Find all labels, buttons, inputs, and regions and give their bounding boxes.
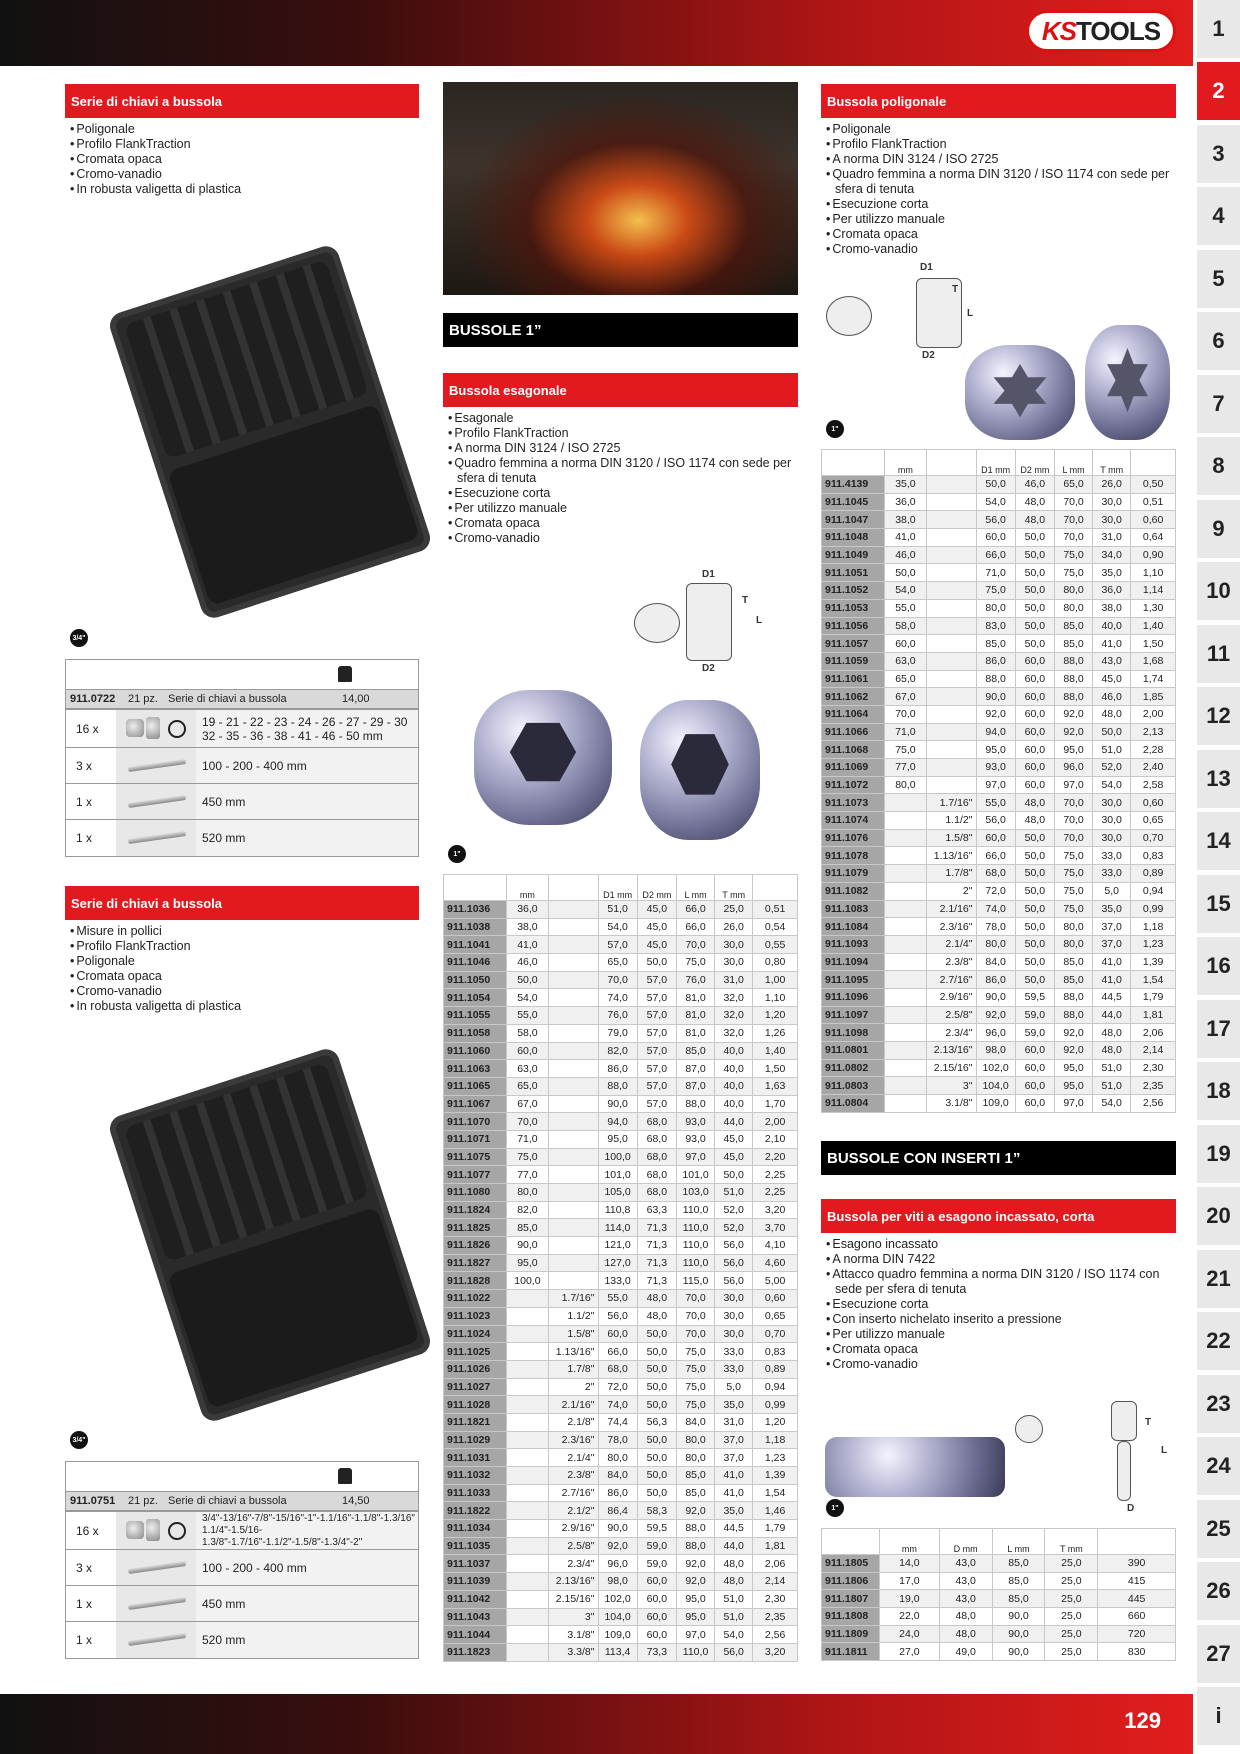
table-row: 911.1050 50,0 70,0 57,0 76,0 31,0 1,00 (444, 971, 798, 989)
table-row: 911.1055 55,0 76,0 57,0 81,0 32,0 1,20 (444, 1007, 798, 1025)
feature-item: • Poligonale (826, 122, 1176, 137)
table-row: 911.1809 24,0 48,0 90,0 25,0 720 (822, 1625, 1176, 1643)
chapter-tab-1[interactable]: 1 (1197, 0, 1240, 60)
feature-item: • Poligonale (70, 954, 420, 969)
table-row: 911.1079 1.7/8" 68,0 50,0 75,0 33,0 0,89 (822, 865, 1176, 883)
drive-size-badge: 1" (826, 1499, 844, 1517)
set1-table (65, 659, 419, 857)
column-header (926, 450, 976, 476)
chapter-tab-4[interactable]: 4 (1197, 187, 1240, 247)
table-row: 911.1077 77,0 101,0 68,0 101,0 50,0 2,25 (444, 1166, 798, 1184)
set1-features (70, 122, 420, 197)
table-row: 911.1032 2.3/8" 84,0 50,0 85,0 41,0 1,39 (444, 1467, 798, 1485)
table-row: 911.1052 54,0 75,0 50,0 80,0 36,0 1,14 (822, 582, 1176, 600)
set1-weight: 14,00 (342, 693, 370, 705)
set2-row: 1 x 450 mm (66, 1586, 418, 1622)
table-row: 911.1096 2.9/16" 90,0 59,5 88,0 44,5 1,79 (822, 988, 1176, 1006)
section-title-bussole: BUSSOLE 1” (443, 313, 798, 347)
table-row: 911.1049 46,0 66,0 50,0 75,0 34,0 0,90 (822, 546, 1176, 564)
chapter-tab-14[interactable]: 14 (1197, 812, 1240, 872)
table-row: 911.1036 36,0 51,0 45,0 66,0 25,0 0,51 (444, 901, 798, 919)
table-row: 911.1045 36,0 54,0 48,0 70,0 30,0 0,51 (822, 493, 1176, 511)
top-banner (0, 0, 1193, 66)
table-row: 911.1076 1.5/8" 60,0 50,0 70,0 30,0 0,70 (822, 829, 1176, 847)
table-row: 911.1035 2.5/8" 92,0 59,0 88,0 44,0 1,81 (444, 1537, 798, 1555)
drive-size-badge: 3/4" (70, 629, 88, 647)
feature-item: • Profilo FlankTraction (448, 426, 798, 441)
feature-item: • Cromo-vanadio (448, 531, 798, 546)
table-row: 911.1056 58,0 83,0 50,0 85,0 40,0 1,40 (822, 617, 1176, 635)
hex-title: Bussola esagonale (443, 373, 798, 407)
forging-photo (443, 82, 798, 295)
table-row: 911.1078 1.13/16" 66,0 50,0 75,0 33,0 0,83 (822, 847, 1176, 865)
table-row: 911.1057 60,0 85,0 50,0 85,0 41,0 1,50 (822, 635, 1176, 653)
chapter-tab-22[interactable]: 22 (1197, 1312, 1240, 1372)
poly-features (826, 122, 1176, 257)
column-header: L mm (676, 875, 714, 901)
feature-item: • A norma DIN 3124 / ISO 2725 (448, 441, 798, 456)
table-row: 911.1069 77,0 93,0 60,0 96,0 52,0 2,40 (822, 759, 1176, 777)
table-row: 911.1075 75,0 100,0 68,0 97,0 45,0 2,20 (444, 1148, 798, 1166)
feature-item: • Attacco quadro femmina a norma DIN 3120 / ISO 1174 con sede per sfera di tenuta (826, 1267, 1176, 1297)
chapter-tab-i[interactable]: i (1197, 1687, 1240, 1747)
set1-row: 3 x 100 - 200 - 400 mm (66, 748, 418, 784)
table-row: 911.1063 63,0 86,0 57,0 87,0 40,0 1,50 (444, 1060, 798, 1078)
feature-item: • Esagonale (448, 411, 798, 426)
column-header: T mm (1093, 450, 1131, 476)
chapter-tab-15[interactable]: 15 (1197, 875, 1240, 935)
table-row: 911.0803 3" 104,0 60,0 95,0 51,0 2,35 (822, 1077, 1176, 1095)
table-row: 911.1061 65,0 88,0 60,0 88,0 45,0 1,74 (822, 670, 1176, 688)
set2-pieces: 21 pz. (128, 1495, 158, 1507)
table-row: 911.1028 2.1/16" 74,0 50,0 75,0 35,0 0,99 (444, 1396, 798, 1414)
feature-item: • Cromata opaca (70, 969, 420, 984)
table-row: 911.1051 50,0 71,0 50,0 75,0 35,0 1,10 (822, 564, 1176, 582)
feature-item: • Cromata opaca (826, 227, 1176, 242)
chapter-tab-23[interactable]: 23 (1197, 1375, 1240, 1435)
table-row: 911.1043 3" 104,0 60,0 95,0 51,0 2,35 (444, 1608, 798, 1626)
feature-item: • Cromo-vanadio (70, 167, 420, 182)
table-row: 911.1806 17,0 43,0 85,0 25,0 415 (822, 1572, 1176, 1590)
feature-item: • A norma DIN 3124 / ISO 2725 (826, 152, 1176, 167)
table-row: 911.1823 3.3/8" 113,4 73,3 110,0 56,0 3,20 (444, 1643, 798, 1661)
column-header (753, 875, 798, 901)
table-row: 911.1039 2.13/16" 98,0 60,0 92,0 48,0 2,14 (444, 1573, 798, 1591)
feature-item: • In robusta valigetta di plastica (70, 182, 420, 197)
chapter-tab-3[interactable]: 3 (1197, 125, 1240, 185)
column-header: D mm (939, 1529, 992, 1555)
set2-title: Serie di chiavi a bussola (65, 886, 419, 920)
chapter-tabs (1197, 0, 1240, 1754)
feature-item: • Profilo FlankTraction (826, 137, 1176, 152)
table-row: 911.1826 90,0 121,0 71,3 110,0 56,0 4,10 (444, 1237, 798, 1255)
chapter-tab-21[interactable]: 21 (1197, 1250, 1240, 1310)
column-header: D2 mm (1015, 450, 1054, 476)
chapter-tab-19[interactable]: 19 (1197, 1125, 1240, 1185)
table-row: 911.1082 2" 72,0 50,0 75,0 5,0 0,94 (822, 882, 1176, 900)
table-row: 911.1807 19,0 43,0 85,0 25,0 445 (822, 1590, 1176, 1608)
column-header: L mm (992, 1529, 1045, 1555)
poly-socket-image (1085, 325, 1170, 440)
table-row: 911.1048 41,0 60,0 50,0 70,0 31,0 0,64 (822, 529, 1176, 547)
set1-row: 1 x 520 mm (66, 820, 418, 856)
feature-item: • Cromata opaca (70, 152, 420, 167)
column-header: D1 mm (598, 875, 637, 901)
set1-desc: Serie di chiavi a bussola (168, 693, 287, 705)
feature-item: • Profilo FlankTraction (70, 939, 420, 954)
feature-item: • Per utilizzo manuale (826, 212, 1176, 227)
table-row: 911.1037 2.3/4" 96,0 59,0 92,0 48,0 2,06 (444, 1555, 798, 1573)
set1-title: Serie di chiavi a bussola (65, 84, 419, 118)
table-row: 911.1825 85,0 114,0 71,3 110,0 52,0 3,70 (444, 1219, 798, 1237)
table-row: 911.1046 46,0 65,0 50,0 75,0 30,0 0,80 (444, 954, 798, 972)
poly-socket-image (965, 345, 1075, 440)
chapter-tab-10[interactable]: 10 (1197, 562, 1240, 622)
table-row: 911.1054 54,0 74,0 57,0 81,0 32,0 1,10 (444, 989, 798, 1007)
table-row: 911.1033 2.7/16" 86,0 50,0 85,0 41,0 1,54 (444, 1484, 798, 1502)
insert-technical-drawing: T L D (1015, 1395, 1175, 1515)
table-row: 911.1062 67,0 90,0 60,0 88,0 46,0 1,85 (822, 688, 1176, 706)
table-row: 911.1824 82,0 110,8 63,3 110,0 52,0 3,20 (444, 1201, 798, 1219)
column-header (1131, 450, 1176, 476)
chapter-tab-6[interactable]: 6 (1197, 312, 1240, 372)
page-number: 129 (1124, 1708, 1161, 1733)
column-header: D1 mm (976, 450, 1015, 476)
table-row: 911.1064 70,0 92,0 60,0 92,0 48,0 2,00 (822, 705, 1176, 723)
table-row: 911.1808 22,0 48,0 90,0 25,0 660 (822, 1608, 1176, 1626)
table-row: 911.1828 100,0 133,0 71,3 115,0 56,0 5,00 (444, 1272, 798, 1290)
chapter-tab-16[interactable]: 16 (1197, 937, 1240, 997)
set2-row: 3 x 100 - 200 - 400 mm (66, 1550, 418, 1586)
feature-item: • Cromo-vanadio (70, 984, 420, 999)
feature-item: • Esecuzione corta (448, 486, 798, 501)
column-header: mm (507, 875, 548, 901)
table-row: 911.1094 2.3/8" 84,0 50,0 85,0 41,0 1,39 (822, 953, 1176, 971)
table-row: 911.1047 38,0 56,0 48,0 70,0 30,0 0,60 (822, 511, 1176, 529)
table-row: 911.1058 58,0 79,0 57,0 81,0 32,0 1,26 (444, 1024, 798, 1042)
table-row: 911.1083 2.1/16" 74,0 50,0 75,0 35,0 0,99 (822, 900, 1176, 918)
table-row: 911.0804 3.1/8" 109,0 60,0 97,0 54,0 2,56 (822, 1095, 1176, 1113)
table-row: 911.1022 1.7/16" 55,0 48,0 70,0 30,0 0,60 (444, 1290, 798, 1308)
set1-row: 16 x 19 - 21 - 22 - 23 - 24 - 26 - 27 - 29 - 30 32 - 35 - 36 - 38 - 41 - 46 - 50 mm (66, 710, 418, 748)
feature-item: • Cromo-vanadio (826, 1357, 1176, 1372)
poly-title: Bussola poligonale (821, 84, 1176, 118)
feature-item: • Per utilizzo manuale (826, 1327, 1176, 1342)
feature-item: • Esagono incassato (826, 1237, 1176, 1252)
feature-item: • Per utilizzo manuale (448, 501, 798, 516)
feature-item: • Cromata opaca (448, 516, 798, 531)
section-title-inserti: BUSSOLE CON INSERTI 1” (821, 1141, 1176, 1175)
hex-features (448, 411, 798, 546)
chapter-tab-25[interactable]: 25 (1197, 1500, 1240, 1560)
feature-item: • Profilo FlankTraction (70, 137, 420, 152)
hex-socket-table (443, 874, 798, 1662)
table-row: 911.1821 2.1/8" 74,4 56,3 84,0 31,0 1,20 (444, 1413, 798, 1431)
chapter-tab-11[interactable]: 11 (1197, 625, 1240, 685)
feature-item: • Quadro femmina a norma DIN 3120 / ISO 1174 con sede per sfera di tenuta (448, 456, 798, 486)
chapter-tab-24[interactable]: 24 (1197, 1437, 1240, 1497)
column-header (548, 875, 598, 901)
chapter-tab-9[interactable]: 9 (1197, 500, 1240, 560)
table-row: 911.0802 2.15/16" 102,0 60,0 95,0 51,0 2,30 (822, 1059, 1176, 1077)
feature-item: • Misure in pollici (70, 924, 420, 939)
set2-row: 16 x 3/4"-13/16"-7/8"-15/16"-1"-1.1/16"-1.1/8"-1.3/16" 1.1/4"-1.5/16-1.3/8"-1.7/16"-1.1/2"-1.5/8"-1.3/4"-2" (66, 1512, 418, 1550)
table-row: 911.0801 2.13/16" 98,0 60,0 92,0 48,0 2,14 (822, 1042, 1176, 1060)
table-row: 911.1822 2.1/2" 86,4 58,3 92,0 35,0 1,46 (444, 1502, 798, 1520)
chapter-tab-7[interactable]: 7 (1197, 375, 1240, 435)
drive-size-badge: 1" (448, 845, 466, 863)
insert-title: Bussola per viti a esagono incassato, corta (821, 1199, 1176, 1233)
feature-item: • A norma DIN 7422 (826, 1252, 1176, 1267)
table-row: 911.1068 75,0 95,0 60,0 95,0 51,0 2,28 (822, 741, 1176, 759)
poly-socket-table (821, 449, 1176, 1113)
column-header: mm (879, 1529, 939, 1555)
poly-technical-drawing: D1 D2 T L (822, 256, 982, 366)
hex-socket-image (640, 700, 760, 840)
feature-item: • Cromata opaca (826, 1342, 1176, 1357)
chapter-tab-17[interactable]: 17 (1197, 1000, 1240, 1060)
set2-desc: Serie di chiavi a bussola (168, 1495, 287, 1507)
table-row: 911.1065 65,0 88,0 57,0 87,0 40,0 1,63 (444, 1077, 798, 1095)
table-row: 911.1059 63,0 86,0 60,0 88,0 43,0 1,68 (822, 652, 1176, 670)
column-header (1098, 1529, 1176, 1555)
column-header: T mm (715, 875, 753, 901)
table-row: 911.1027 2" 72,0 50,0 75,0 5,0 0,94 (444, 1378, 798, 1396)
column-header: L mm (1054, 450, 1092, 476)
table-row: 911.1053 55,0 80,0 50,0 80,0 38,0 1,30 (822, 599, 1176, 617)
table-row: 911.1060 60,0 82,0 57,0 85,0 40,0 1,40 (444, 1042, 798, 1060)
table-row: 911.1080 80,0 105,0 68,0 103,0 51,0 2,25 (444, 1184, 798, 1202)
table-row: 911.1044 3.1/8" 109,0 60,0 97,0 54,0 2,56 (444, 1626, 798, 1644)
socket-set-case-image (106, 243, 433, 622)
insert-socket-table (821, 1528, 1176, 1661)
chapter-tab-2[interactable]: 2 (1197, 62, 1240, 122)
table-row: 911.4139 35,0 50,0 46,0 65,0 26,0 0,50 (822, 476, 1176, 494)
table-row: 911.1071 71,0 95,0 68,0 93,0 45,0 2,10 (444, 1130, 798, 1148)
column-header: mm (885, 450, 926, 476)
table-row: 911.1084 2.3/16" 78,0 50,0 80,0 37,0 1,18 (822, 918, 1176, 936)
weight-icon (338, 666, 352, 682)
table-row: 911.1097 2.5/8" 92,0 59,0 88,0 44,0 1,81 (822, 1006, 1176, 1024)
set2-table (65, 1461, 419, 1659)
feature-item: • Poligonale (70, 122, 420, 137)
set1-pieces: 21 pz. (128, 693, 158, 705)
chapter-tab-13[interactable]: 13 (1197, 750, 1240, 810)
table-row: 911.1038 38,0 54,0 45,0 66,0 26,0 0,54 (444, 918, 798, 936)
table-row: 911.1023 1.1/2" 56,0 48,0 70,0 30,0 0,65 (444, 1307, 798, 1325)
table-row: 911.1827 95,0 127,0 71,3 110,0 56,0 4,60 (444, 1254, 798, 1272)
table-row: 911.1093 2.1/4" 80,0 50,0 80,0 37,0 1,23 (822, 935, 1176, 953)
table-row: 911.1067 67,0 90,0 57,0 88,0 40,0 1,70 (444, 1095, 798, 1113)
table-row: 911.1805 14,0 43,0 85,0 25,0 390 (822, 1555, 1176, 1573)
chapter-tab-27[interactable]: 27 (1197, 1625, 1240, 1685)
set2-code: 911.0751 (70, 1495, 116, 1507)
chapter-tab-20[interactable]: 20 (1197, 1187, 1240, 1247)
table-row: 911.1095 2.7/16" 86,0 50,0 85,0 41,0 1,54 (822, 971, 1176, 989)
insert-features (826, 1237, 1176, 1372)
table-row: 911.1026 1.7/8" 68,0 50,0 75,0 33,0 0,89 (444, 1360, 798, 1378)
table-row: 911.1811 27,0 49,0 90,0 25,0 830 (822, 1643, 1176, 1661)
feature-item: • Cromo-vanadio (826, 242, 1176, 257)
hex-socket-image (474, 690, 612, 825)
ks-tools-logo: KS TOOLS (1026, 10, 1176, 52)
chapter-tab-12[interactable]: 12 (1197, 687, 1240, 747)
socket-set-case-image (106, 1046, 433, 1425)
chapter-tab-18[interactable]: 18 (1197, 1062, 1240, 1122)
feature-item: • Con inserto nichelato inserito a pressione (826, 1312, 1176, 1327)
insert-bit-socket-image (825, 1437, 1005, 1497)
table-row: 911.1072 80,0 97,0 60,0 97,0 54,0 2,58 (822, 776, 1176, 794)
table-row: 911.1042 2.15/16" 102,0 60,0 95,0 51,0 2,30 (444, 1590, 798, 1608)
column-header: T mm (1045, 1529, 1098, 1555)
table-row: 911.1070 70,0 94,0 68,0 93,0 44,0 2,00 (444, 1113, 798, 1131)
feature-item: • Quadro femmina a norma DIN 3120 / ISO 1174 con sede per sfera di tenuta (826, 167, 1176, 197)
table-row: 911.1034 2.9/16" 90,0 59,5 88,0 44,5 1,79 (444, 1520, 798, 1538)
set2-features (70, 924, 420, 1014)
hex-technical-drawing: D1 D2 T L (630, 565, 770, 675)
feature-item: • In robusta valigetta di plastica (70, 999, 420, 1014)
column-header: D2 mm (637, 875, 676, 901)
feature-item: • Esecuzione corta (826, 197, 1176, 212)
table-row: 911.1041 41,0 57,0 45,0 70,0 30,0 0,55 (444, 936, 798, 954)
table-row: 911.1098 2.3/4" 96,0 59,0 92,0 48,0 2,06 (822, 1024, 1176, 1042)
table-row: 911.1029 2.3/16" 78,0 50,0 80,0 37,0 1,18 (444, 1431, 798, 1449)
table-row: 911.1066 71,0 94,0 60,0 92,0 50,0 2,13 (822, 723, 1176, 741)
drive-size-badge: 3/4" (70, 1431, 88, 1449)
table-row: 911.1073 1.7/16" 55,0 48,0 70,0 30,0 0,60 (822, 794, 1176, 812)
set1-code: 911.0722 (70, 693, 116, 705)
set2-row: 1 x 520 mm (66, 1622, 418, 1658)
drive-size-badge: 1" (826, 420, 844, 438)
table-row: 911.1024 1.5/8" 60,0 50,0 70,0 30,0 0,70 (444, 1325, 798, 1343)
feature-item: • Esecuzione corta (826, 1297, 1176, 1312)
table-row: 911.1025 1.13/16" 66,0 50,0 75,0 33,0 0,83 (444, 1343, 798, 1361)
chapter-tab-8[interactable]: 8 (1197, 437, 1240, 497)
table-row: 911.1031 2.1/4" 80,0 50,0 80,0 37,0 1,23 (444, 1449, 798, 1467)
set2-weight: 14,50 (342, 1495, 370, 1507)
table-row: 911.1074 1.1/2" 56,0 48,0 70,0 30,0 0,65 (822, 812, 1176, 830)
chapter-tab-5[interactable]: 5 (1197, 250, 1240, 310)
bottom-banner (0, 1694, 1193, 1754)
chapter-tab-26[interactable]: 26 (1197, 1562, 1240, 1622)
set1-row: 1 x 450 mm (66, 784, 418, 820)
weight-icon (338, 1468, 352, 1484)
